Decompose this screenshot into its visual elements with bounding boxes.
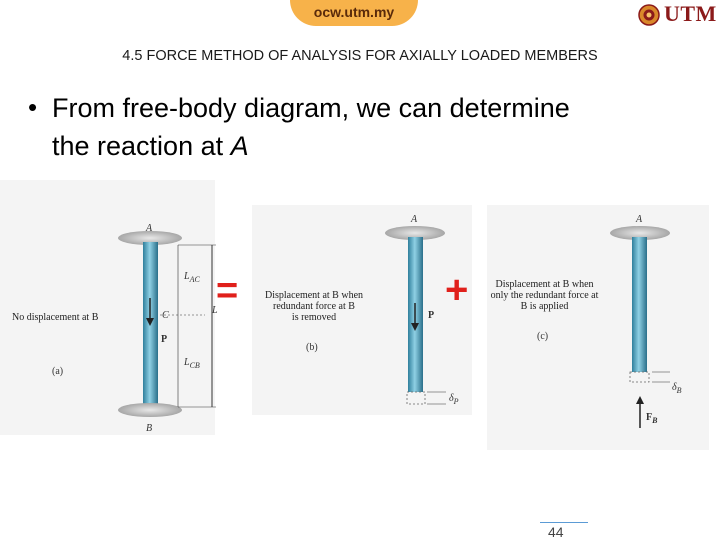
panel-c-caption: Displacement at B when only the redundant force at B is applied [490,279,599,312]
site-url[interactable]: ocw.utm.my [313,4,395,20]
bullet-text-line1: From free-body diagram, we can determine [52,93,570,123]
panel-a-support-bottom-label: B [146,423,153,434]
bullet-text-emphasis: A [230,131,249,161]
logo-text: UTM [664,1,717,26]
panel-a-caption: No displacement at B [12,312,99,323]
delta-p-label: $\delta_P$ [449,393,459,406]
load-p-label: P [161,334,168,345]
delta-b-label: $\delta_B$ [672,382,682,395]
panel-b-load-label: P [428,310,435,321]
panel-b-support-label: A [411,214,418,225]
page-number-rule [540,522,588,523]
panel-c-label: (c) [537,331,549,342]
bar-c [632,237,647,372]
dim-lac-label: $L_{AC}$ [184,271,200,284]
panel-a-label: (a) [52,366,64,377]
bullet-text-prefix: the reaction at [52,131,231,161]
panel-b-label: (b) [306,342,318,353]
slide-title: 4.5 FORCE METHOD OF ANALYSIS FOR AXIALLY LOADED MEMBERS [122,48,598,64]
panel-a-support-top-label: A [146,223,153,234]
panel-c-support-label: A [636,214,643,225]
equals-operator: = [216,270,239,312]
support-a-bottom [118,403,182,417]
panel-b-caption: Displacement at B when redundant force at B is removed [264,290,364,323]
page-number: 44 [548,524,564,540]
bullet-icon: • [28,92,38,122]
dim-l-label: L [212,305,218,316]
dim-lcb-label: $L_{CB}$ [184,357,200,370]
force-fb-label: $F_B$ [646,412,658,425]
point-c-label: C [162,310,169,321]
plus-operator: + [445,268,469,312]
